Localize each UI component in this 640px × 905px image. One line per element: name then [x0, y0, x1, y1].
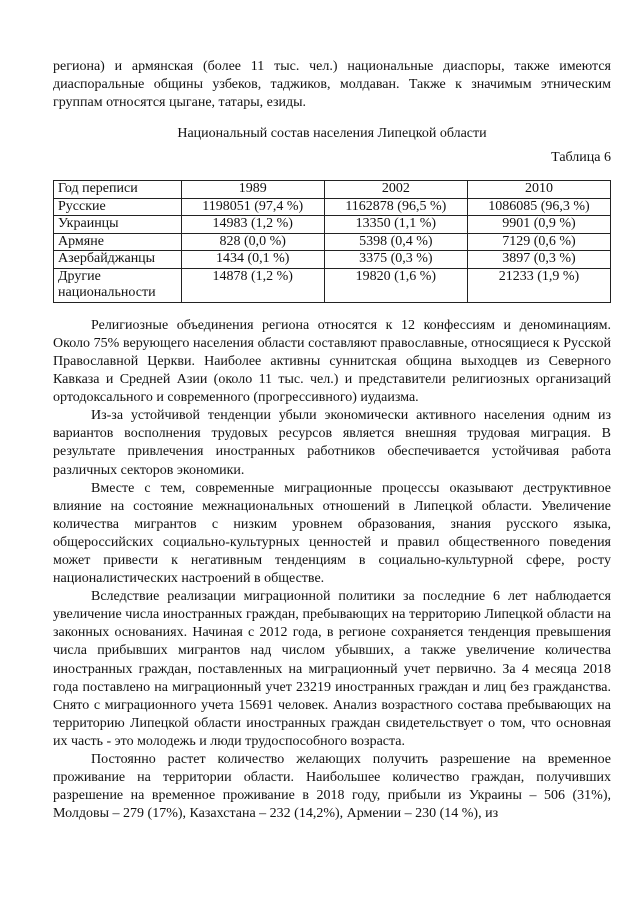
table-row — [54, 216, 611, 234]
nationality-table — [53, 180, 611, 303]
table-cell: 1434 (0,1 %) — [181, 251, 324, 269]
table-cell: Украинцы — [54, 216, 182, 234]
table-header-cell: Год переписи — [54, 181, 182, 199]
table-title: Национальный состав населения Липецкой области — [177, 126, 487, 142]
table-row — [54, 251, 611, 269]
table-cell: 3897 (0,3 %) — [467, 251, 610, 269]
table-cell: 1198051 (97,4 %) — [181, 198, 324, 216]
table-header-cell: 2002 — [324, 181, 467, 199]
paragraph-migration-policy: Вследствие реализации миграционной политики за последние 6 лет наблюдается увеличение числа иностранных граждан, пребывающих на территорию Липецкой области на законных основаниях. Начиная с 2012 года, в регионе сохраняется тенденция превышения числа прибывших мигрантов над числом убывших, а также увеличение количества иностранных граждан, поставленных на миграционный учет первично. За 4 месяца 2018 года поставлено на миграционный учет 23219 иностранных граждан и лиц без гражданства. Снято с миграционного учета 15691 человек. Анализ возрастного состава пребывающих на территорию Липецкой области иностранных граждан свидетельствует о том, что основная их часть - это молодежь и люди трудоспособного возраста. — [53, 589, 611, 749]
paragraph-temporary-residence: Постоянно растет количество желающих получить разрешение на временное проживание на территории области. Наибольшее количество граждан, получивших разрешение на временное проживание в 2018 году, прибыли из Украины – 506 (31%), Молдовы – 279 (17%), Казахстана – 232 (14,2%), Армении – 230 (14 %), из — [53, 752, 611, 822]
table-cell: Азербайджанцы — [54, 251, 182, 269]
table-cell: 14983 (1,2 %) — [181, 216, 324, 234]
table-cell: 828 (0,0 %) — [181, 233, 324, 251]
table-cell: 14878 (1,2 %) — [181, 268, 324, 302]
table-cell: Русские — [54, 198, 182, 216]
table-cell: 21233 (1,9 %) — [467, 268, 610, 302]
paragraph-religion: Религиозные объединения региона относятся к 12 конфессиям и деноминациям. Около 75% верующего населения области составляют православные, относящиеся к Русской Православной Церкви. Наиболее активны суннитская община выходцев из Северного Кавказа и Средней Азии (около 11 тыс. чел.) и представители религиозных организаций ортодоксального и современного (прогрессивного) иудаизма. — [53, 317, 611, 406]
table-header-cell: 1989 — [181, 181, 324, 199]
table-number: Таблица 6 — [551, 150, 611, 166]
table-cell: 3375 (0,3 %) — [324, 251, 467, 269]
table-row — [54, 198, 611, 216]
table-header-row — [54, 181, 611, 199]
table-cell: 1162878 (96,5 %) — [324, 198, 467, 216]
table-cell: 1086085 (96,3 %) — [467, 198, 610, 216]
table-cell: Армяне — [54, 233, 182, 251]
table-cell: Другие национальности — [54, 268, 182, 302]
table-header-cell: 2010 — [467, 181, 610, 199]
table-row — [54, 268, 611, 302]
table-row — [54, 233, 611, 251]
table-cell: 13350 (1,1 %) — [324, 216, 467, 234]
table-cell: 9901 (0,9 %) — [467, 216, 610, 234]
table-cell: 5398 (0,4 %) — [324, 233, 467, 251]
paragraph-labor-migration: Из-за устойчивой тенденции убыли экономически активного населения одним из вариантов восполнения трудовых ресурсов является внешняя трудовая миграция. В результате привлечения иностранных работников обеспечивается устойчивая работа различных секторов экономики. — [53, 408, 611, 478]
table-cell: 19820 (1,6 %) — [324, 268, 467, 302]
table-cell: 7129 (0,6 %) — [467, 233, 610, 251]
intro-paragraph: региона) и армянская (более 11 тыс. чел.) национальные диаспоры, также имеются диаспоральные общины узбеков, таджиков, молдаван. Также к значимым этническим группам относятся цыгане, татары, езиды. — [53, 59, 611, 111]
document-page — [53, 58, 611, 823]
paragraph-interethnic-relations: Вместе с тем, современные миграционные процессы оказывают деструктивное влияние на состояние межнациональных отношений в Липецкой области. Увеличение количества мигрантов с низким уровнем образования, знания русского языка, общероссийских социально-культурных ценностей и правил общественного поведения может привести к негативным тенденциям в социально-культурной сфере, росту националистических настроений в обществе. — [53, 480, 611, 587]
